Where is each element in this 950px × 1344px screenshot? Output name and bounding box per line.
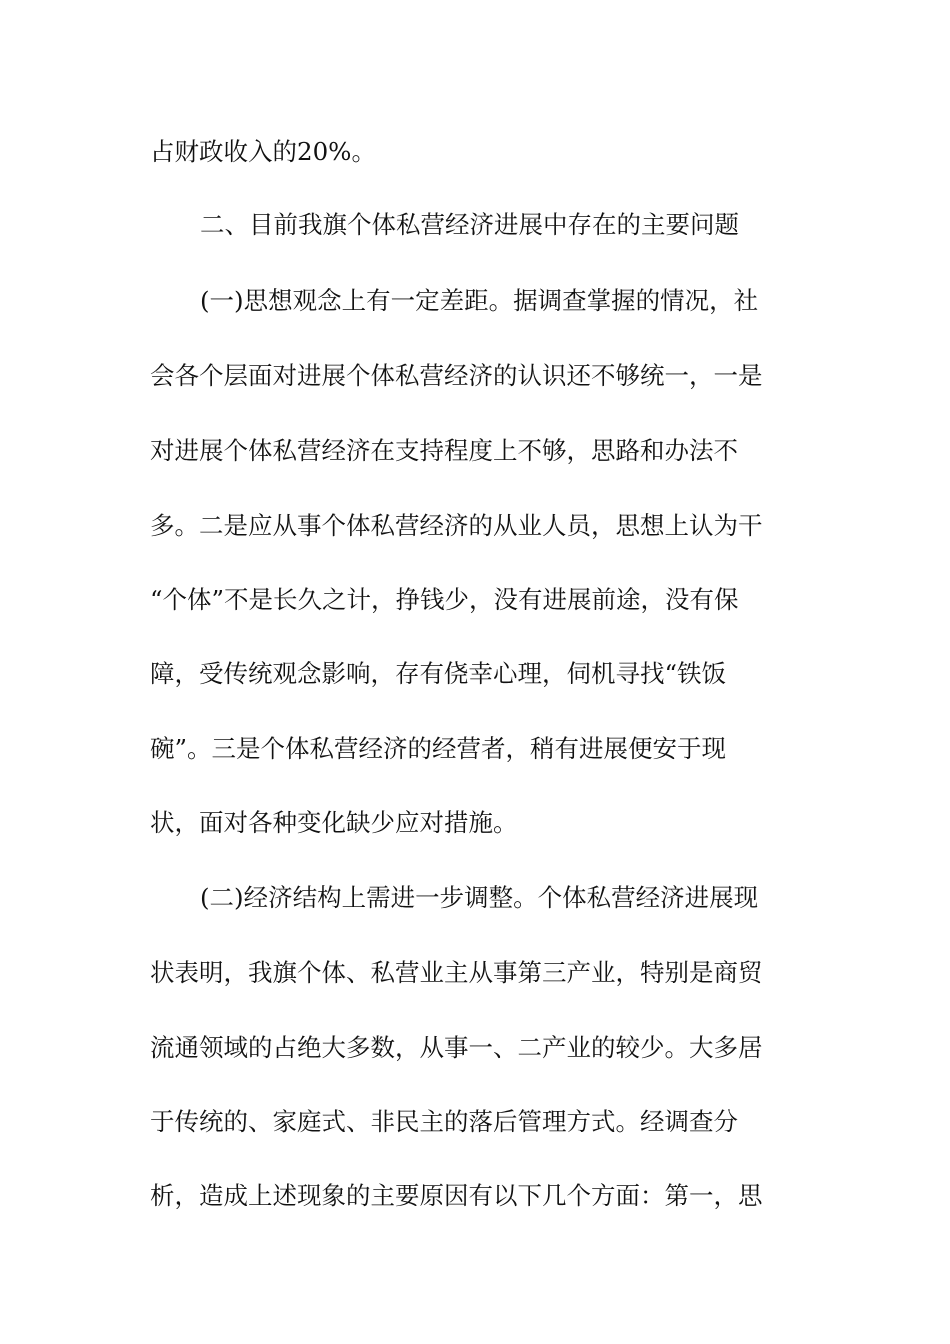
text-line: 状，面对各种变化缺少应对措施。 bbox=[150, 808, 518, 837]
text-line: 碗”。三是个体私营经济的经营者，稍有进展便安于现 bbox=[150, 734, 727, 763]
text-line: 析，造成上述现象的主要原因有以下几个方面：第一，思 bbox=[150, 1181, 763, 1210]
text-line: 障，受传统观念影响，存有侥幸心理，伺机寻找“铁饭 bbox=[150, 659, 727, 688]
text-line: 于传统的、家庭式、非民主的落后管理方式。经调查分 bbox=[150, 1107, 738, 1136]
text-line: 对进展个体私营经济在支持程度上不够，思路和办法不 bbox=[150, 436, 738, 465]
text-line: 状表明，我旗个体、私营业主从事第三产业，特别是商贸 bbox=[150, 958, 763, 987]
text-line: 会各个层面对进展个体私营经济的认识还不够统一，一是 bbox=[150, 361, 763, 390]
text-line: 流通领域的占绝大多数，从事一、二产业的较少。大多居 bbox=[150, 1033, 763, 1062]
text-line: 多。二是应从事个体私营经济的从业人员，思想上认为干 bbox=[150, 511, 763, 540]
paragraph-first-line: (一)思想观念上有一定差距。据调查掌握的情况，社 bbox=[200, 286, 759, 315]
text-line: “个体”不是长久之计，挣钱少，没有进展前途，没有保 bbox=[150, 585, 739, 614]
section-heading: 二、目前我旗个体私营经济进展中存在的主要问题 bbox=[200, 210, 739, 239]
paragraph-first-line: (二)经济结构上需进一步调整。个体私营经济进展现 bbox=[200, 883, 759, 912]
text-line: 占财政收入的20%。 bbox=[150, 137, 376, 166]
